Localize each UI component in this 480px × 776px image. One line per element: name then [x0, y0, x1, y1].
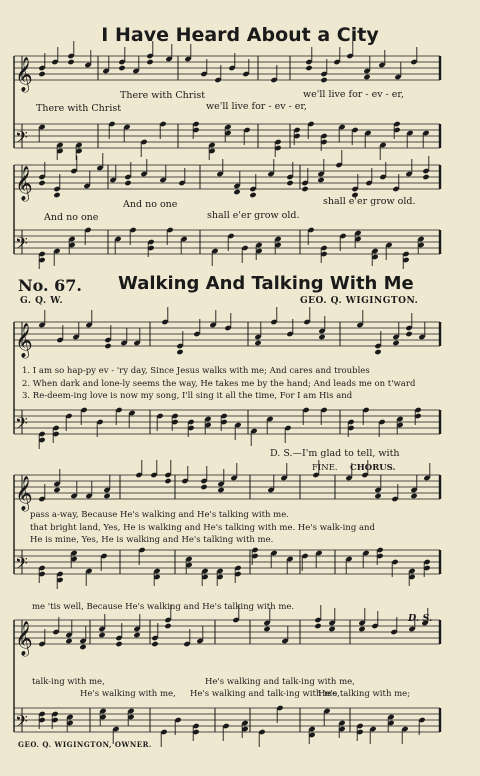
verse-line: pass a-way, Because He's walking and He's talking with me.: [30, 510, 289, 520]
chorus-line: He's walking and talk-ing with me,: [205, 677, 355, 687]
lyric-line: And no one: [44, 212, 99, 223]
svg-text:𝄞: 𝄞: [15, 166, 33, 201]
svg-text:𝄞: 𝄞: [15, 57, 33, 92]
lyric-line: shall e'er grow old.: [323, 196, 416, 207]
hymn-title: I Have Heard About a City: [101, 24, 379, 46]
verse-line: He is mine, Yes, He is walking and He's talking with me.: [30, 535, 274, 545]
svg-text:𝄢: 𝄢: [15, 413, 28, 437]
chorus-line: talk-ing with me,: [32, 677, 105, 687]
hymn-title: Walking And Talking With Me: [118, 273, 414, 294]
verse-line: 1. I am so hap-py ev - 'ry day, Since Jesus walks with me; And cares and troubles: [22, 366, 370, 376]
chorus-line: He's talking with me;: [318, 689, 411, 699]
svg-text:𝄢: 𝄢: [15, 711, 28, 735]
lyric-line: And no one: [123, 199, 178, 210]
svg-text:𝄞: 𝄞: [15, 621, 33, 656]
lyric-line: we'll live for - ev - er,: [303, 89, 404, 100]
ds-lyric-line: me 'tis well, Because He's walking and He's talking with me.: [32, 602, 295, 612]
lyric-line: shall e'er grow old.: [207, 210, 300, 221]
fine-mark: FINE.: [312, 463, 338, 473]
composer-credit: GEO. Q. WIGINGTON.: [300, 296, 419, 306]
lyric-line: we'll live for - ev - er,: [206, 101, 307, 112]
chorus-line: He's walking with me,: [80, 689, 176, 699]
verse-line: that bright land, Yes, He is walking and He's talking with me. He's walk-ing and: [30, 523, 375, 533]
ds-line: D. S.—I'm glad to tell, with: [270, 448, 400, 459]
ds-mark: D. S.: [408, 613, 433, 624]
svg-text:𝄢: 𝄢: [15, 127, 28, 151]
chorus-mark: CHORUS.: [350, 463, 396, 473]
svg-text:𝄢: 𝄢: [15, 233, 28, 257]
hymn-number: No. 67.: [18, 276, 82, 295]
svg-text:𝄢: 𝄢: [15, 553, 28, 577]
svg-text:𝄞: 𝄞: [15, 323, 33, 358]
verse-line: 3. Re-deem-ing love is now my song, I'll sing it all the time, For I am His and: [22, 391, 353, 401]
publisher-footer: GEO. Q. WIGINGTON, OWNER.: [18, 740, 152, 749]
chorus-line: He's walking and talk-ing with me,: [190, 689, 340, 699]
author-credit: G. Q. W.: [20, 296, 64, 306]
svg-text:𝄞: 𝄞: [15, 476, 33, 511]
lyric-line: There with Christ: [120, 90, 206, 101]
verse-line: 2. When dark and lone-ly seems the way, He takes me by the hand; And leads me on t'ward: [22, 379, 416, 389]
lyric-line: There with Christ: [36, 103, 122, 114]
